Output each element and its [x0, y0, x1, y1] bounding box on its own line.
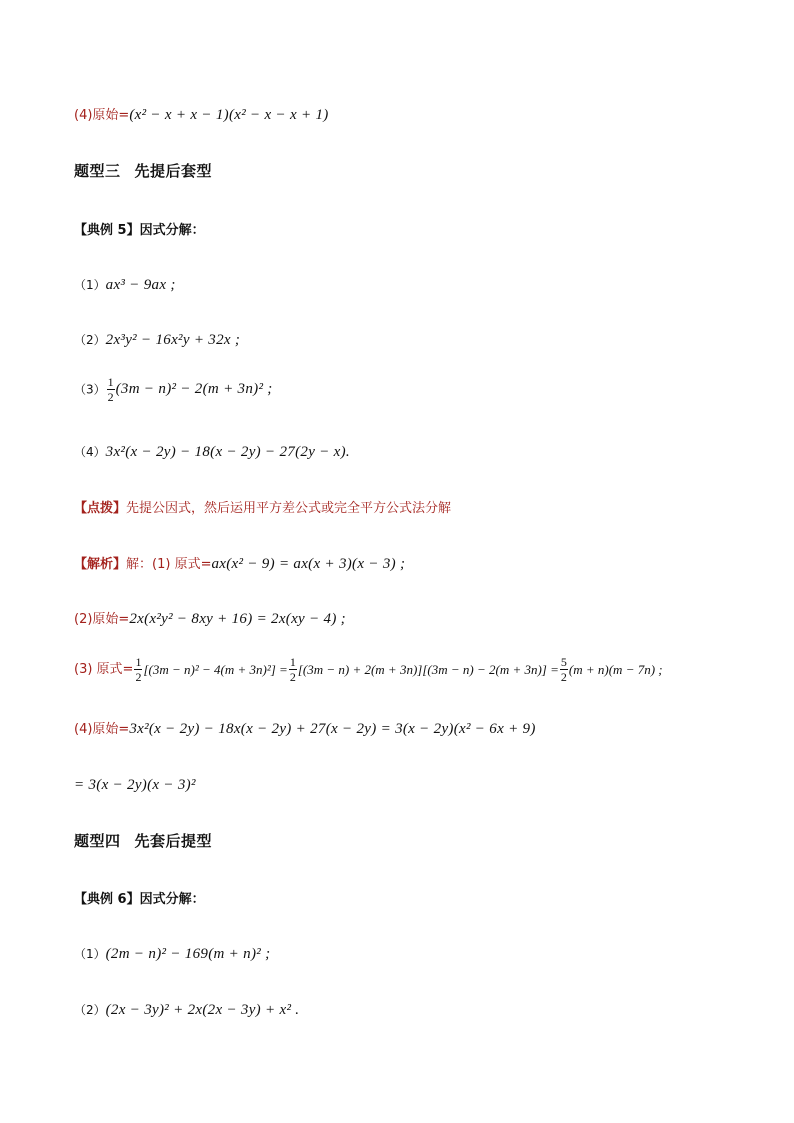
solution-label: (4)原始= — [74, 108, 130, 123]
example-5-item-3 — [74, 376, 273, 403]
section-heading-4 — [74, 834, 212, 849]
example-5-item-2 — [74, 331, 240, 348]
example-instruction: 因式分解： — [139, 892, 205, 907]
solution-label: (4)原始= — [74, 722, 130, 737]
solution-label: (3) 原式= — [74, 662, 134, 677]
math-expression: = 3(x − 2y)(x − 3)² — [74, 777, 196, 793]
item-number: （4） — [74, 445, 106, 459]
example-instruction: 因式分解： — [139, 223, 205, 238]
section-title: 先提后套型 — [134, 162, 213, 180]
solution-line-1 — [74, 555, 405, 572]
section-number: 题型四 — [74, 832, 121, 850]
math-expression: 3x²(x − 2y) − 18x(x − 2y) + 27(x − 2y) = 3(x − 2y)(x² − 6x + 9) — [129, 721, 536, 737]
solution-header-label: 【解析】 — [74, 557, 127, 572]
math-expression: 2x³y² − 16x²y + 32x ; — [105, 332, 241, 348]
fraction: $\frac{5}{2}$ — [560, 655, 567, 684]
section-heading-3 — [74, 164, 212, 179]
math-expression: (3m − n)² − 2(m + 3n)² ; — [115, 381, 273, 397]
fraction: $\frac{1}{2}$ — [135, 655, 142, 684]
math-expression: ax(x² − 9) = ax(x + 3)(x − 3) ; — [211, 556, 406, 572]
math-expression: (2x − 3y)² + 2x(2x − 3y) + x² . — [105, 1002, 300, 1018]
solution-line-2 — [74, 610, 346, 627]
solution-line-4-prev — [74, 106, 329, 123]
math-expression: [(3m − n)² − 4(m + 3n)²] = — [143, 662, 288, 677]
item-number: （3） — [74, 382, 106, 397]
math-expression: (x² − x + x − 1)(x² − x − x + 1) — [129, 107, 329, 123]
fraction: $\frac{1}{2}$ — [107, 375, 114, 404]
math-expression: [(3m − n) + 2(m + 3n)][(3m − n) − 2(m + 3n)] = — [297, 662, 559, 677]
item-number: （1） — [74, 947, 106, 961]
math-expression: (m + n)(m − 7n) ; — [568, 662, 663, 677]
solution-line-4 — [74, 720, 536, 737]
item-number: （2） — [74, 1003, 106, 1017]
section-number: 题型三 — [74, 162, 121, 180]
fraction: $\frac{1}{2}$ — [289, 655, 296, 684]
hint-text: 先提公因式，然后运用平方差公式或完全平方公式法分解 — [126, 501, 452, 516]
example-6-header — [74, 890, 205, 906]
example-6-item-2 — [74, 1001, 299, 1018]
hint-line — [74, 499, 451, 515]
item-number: （2） — [74, 333, 106, 347]
math-expression: 3x²(x − 2y) − 18(x − 2y) − 27(2y − x). — [105, 444, 350, 460]
solution-line-4-cont — [74, 776, 196, 793]
example-6-item-1 — [74, 945, 270, 962]
math-expression: 2x(x²y² − 8xy + 16) = 2x(xy − 4) ; — [129, 611, 346, 627]
solution-line-3 — [74, 656, 663, 683]
example-5-item-4 — [74, 443, 350, 460]
hint-label: 【点拨】 — [74, 501, 127, 516]
math-expression: ax³ − 9ax ; — [105, 277, 176, 293]
math-expression: (2m − n)² − 169(m + n)² ; — [105, 946, 271, 962]
example-label: 【典例 5】 — [74, 223, 140, 238]
example-label: 【典例 6】 — [74, 892, 140, 907]
example-5-header — [74, 221, 205, 237]
section-title: 先套后提型 — [134, 832, 213, 850]
solution-label: (2)原始= — [74, 612, 130, 627]
solution-intro: 解：(1) 原式= — [126, 557, 212, 572]
example-5-item-1 — [74, 276, 176, 293]
item-number: （1） — [74, 278, 106, 292]
